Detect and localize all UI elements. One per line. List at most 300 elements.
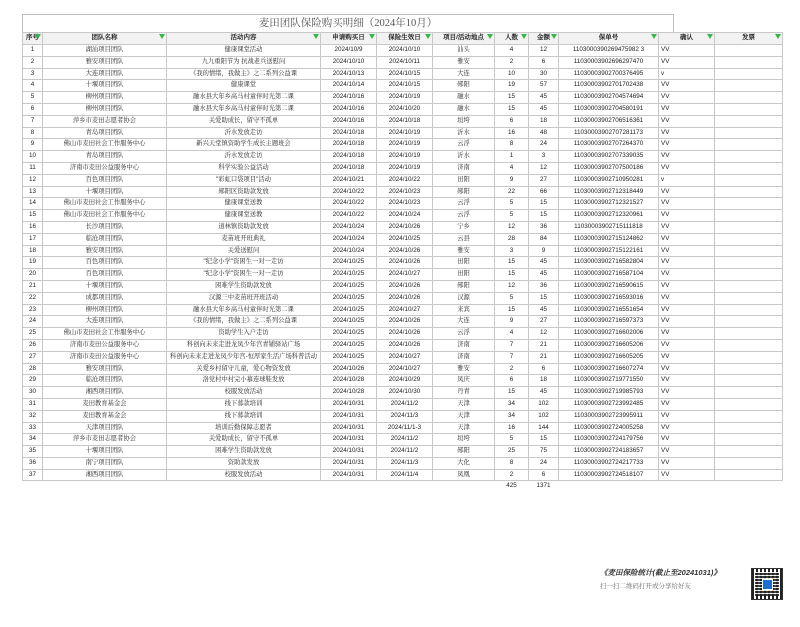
- table-cell[interactable]: 丹青: [433, 387, 495, 399]
- table-cell[interactable]: 科创向未来走进龙凤少年宫青铺驿站广场: [167, 339, 321, 351]
- table-cell[interactable]: 11030003902724217733: [559, 457, 659, 469]
- table-cell[interactable]: 9: [529, 245, 559, 257]
- table-cell[interactable]: 9: [23, 139, 43, 151]
- table-cell[interactable]: 10: [23, 151, 43, 163]
- table-cell[interactable]: 佛山市麦田社会工作服务中心: [43, 328, 167, 340]
- table-cell[interactable]: 1103000390269475982 3: [559, 45, 659, 57]
- table-cell[interactable]: 2024/10/26: [377, 339, 433, 351]
- table-cell[interactable]: 19: [495, 80, 529, 92]
- column-header-4[interactable]: [377, 33, 433, 45]
- filter-icon[interactable]: [313, 34, 319, 39]
- table-cell[interactable]: "纪念小学"资困生一对一走访: [167, 257, 321, 269]
- table-cell[interactable]: [715, 103, 783, 115]
- table-row[interactable]: [23, 186, 783, 198]
- table-cell[interactable]: 2024/10/22: [321, 210, 377, 222]
- table-cell[interactable]: 雅安: [433, 363, 495, 375]
- table-cell[interactable]: 32: [23, 410, 43, 422]
- table-cell[interactable]: 天津: [433, 410, 495, 422]
- table-cell[interactable]: 6: [529, 469, 559, 481]
- table-cell[interactable]: [715, 457, 783, 469]
- table-cell[interactable]: VV: [659, 351, 715, 363]
- table-cell[interactable]: 十堰项目团队: [43, 280, 167, 292]
- table-cell[interactable]: [715, 387, 783, 399]
- table-row[interactable]: [23, 339, 783, 351]
- table-cell[interactable]: 关爱乡村留守儿童，爱心物资发放: [167, 363, 321, 375]
- table-cell[interactable]: 33: [23, 422, 43, 434]
- table-cell[interactable]: 15: [529, 210, 559, 222]
- table-cell[interactable]: 百色项目团队: [43, 269, 167, 281]
- column-header-3[interactable]: [321, 33, 377, 45]
- table-cell[interactable]: 20: [23, 269, 43, 281]
- table-cell[interactable]: [715, 245, 783, 257]
- table-cell[interactable]: v: [659, 68, 715, 80]
- table-cell[interactable]: 融水: [433, 92, 495, 104]
- table-cell[interactable]: 十堰项目团队: [43, 186, 167, 198]
- table-row[interactable]: [23, 363, 783, 375]
- table-cell[interactable]: 11030003902715122161: [559, 245, 659, 257]
- table-cell[interactable]: 19: [23, 257, 43, 269]
- table-cell[interactable]: [715, 221, 783, 233]
- table-row[interactable]: [23, 174, 783, 186]
- table-cell[interactable]: 柳州项目团队: [43, 304, 167, 316]
- table-cell[interactable]: 2: [495, 363, 529, 375]
- table-cell[interactable]: [715, 304, 783, 316]
- table-cell[interactable]: 11030003902716605205: [559, 351, 659, 363]
- table-cell[interactable]: VV: [659, 56, 715, 68]
- table-cell[interactable]: "纪念小学"资困生一对一走访: [167, 269, 321, 281]
- table-cell[interactable]: 11030003902724005258: [559, 422, 659, 434]
- table-cell[interactable]: 济南: [433, 351, 495, 363]
- table-cell[interactable]: 困难学生资助款发放: [167, 280, 321, 292]
- table-cell[interactable]: VV: [659, 245, 715, 257]
- column-header-5[interactable]: [433, 33, 495, 45]
- table-cell[interactable]: 2024/10/16: [321, 92, 377, 104]
- table-cell[interactable]: [715, 422, 783, 434]
- table-cell[interactable]: 青岛项目团队: [43, 151, 167, 163]
- table-cell[interactable]: 12: [529, 45, 559, 57]
- table-cell[interactable]: 48: [529, 127, 559, 139]
- table-cell[interactable]: 2024/10/25: [321, 280, 377, 292]
- table-cell[interactable]: [715, 269, 783, 281]
- table-cell[interactable]: 11030003902716551654: [559, 304, 659, 316]
- table-cell[interactable]: 线下募款培训: [167, 398, 321, 410]
- filter-icon[interactable]: [707, 34, 713, 39]
- table-cell[interactable]: 7: [495, 339, 529, 351]
- table-cell[interactable]: 2024/10/14: [321, 80, 377, 92]
- table-cell[interactable]: VV: [659, 162, 715, 174]
- table-cell[interactable]: VV: [659, 434, 715, 446]
- table-cell[interactable]: 11030003902716597373: [559, 316, 659, 328]
- table-cell[interactable]: 《我的情绪，我做主》之二系列公益课: [167, 68, 321, 80]
- table-cell[interactable]: VV: [659, 139, 715, 151]
- table-cell[interactable]: 11030003902719985793: [559, 387, 659, 399]
- table-cell[interactable]: 34: [495, 398, 529, 410]
- table-cell[interactable]: VV: [659, 127, 715, 139]
- table-cell[interactable]: 30: [529, 68, 559, 80]
- table-cell[interactable]: 2024/10/25: [321, 257, 377, 269]
- table-cell[interactable]: 13: [23, 186, 43, 198]
- table-cell[interactable]: 垣垮: [433, 434, 495, 446]
- table-cell[interactable]: 2024/10/26: [377, 257, 433, 269]
- table-row[interactable]: [23, 221, 783, 233]
- table-cell[interactable]: 2024/11/3: [377, 410, 433, 422]
- table-cell[interactable]: VV: [659, 292, 715, 304]
- table-cell[interactable]: 11030003902716593016: [559, 292, 659, 304]
- table-cell[interactable]: [715, 115, 783, 127]
- table-cell[interactable]: 21: [23, 280, 43, 292]
- table-cell[interactable]: [715, 56, 783, 68]
- table-cell[interactable]: 2024/10/25: [321, 339, 377, 351]
- table-cell[interactable]: VV: [659, 457, 715, 469]
- table-row[interactable]: [23, 316, 783, 328]
- table-cell[interactable]: 2024/10/22: [321, 186, 377, 198]
- table-cell[interactable]: 15: [495, 103, 529, 115]
- table-cell[interactable]: 2024/10/31: [321, 422, 377, 434]
- table-cell[interactable]: 2024/11/1-3: [377, 422, 433, 434]
- table-cell[interactable]: 2024/11/4: [377, 469, 433, 481]
- table-row[interactable]: [23, 233, 783, 245]
- table-cell[interactable]: 29: [23, 375, 43, 387]
- table-cell[interactable]: VV: [659, 469, 715, 481]
- filter-icon[interactable]: [159, 34, 165, 39]
- table-cell[interactable]: 11030003902724183657: [559, 446, 659, 458]
- table-cell[interactable]: 2024/10/22: [321, 198, 377, 210]
- table-cell[interactable]: 2024/10/26: [377, 280, 433, 292]
- table-cell[interactable]: 2024/10/19: [377, 151, 433, 163]
- table-cell[interactable]: 15: [23, 210, 43, 222]
- table-row[interactable]: [23, 410, 783, 422]
- table-cell[interactable]: VV: [659, 233, 715, 245]
- table-cell[interactable]: [715, 186, 783, 198]
- table-cell[interactable]: [715, 363, 783, 375]
- table-cell[interactable]: VV: [659, 186, 715, 198]
- table-cell[interactable]: 佛山市麦田社会工作服务中心: [43, 198, 167, 210]
- table-cell[interactable]: 垣垮: [433, 115, 495, 127]
- table-cell[interactable]: 2024/10/24: [321, 221, 377, 233]
- table-cell[interactable]: 2024/10/27: [377, 269, 433, 281]
- table-cell[interactable]: [715, 351, 783, 363]
- filter-icon[interactable]: [35, 34, 41, 39]
- table-cell[interactable]: 45: [529, 387, 559, 399]
- table-cell[interactable]: 2024/10/31: [321, 410, 377, 422]
- table-cell[interactable]: 2024/11/3: [377, 457, 433, 469]
- table-cell[interactable]: 大连: [433, 316, 495, 328]
- table-cell[interactable]: 大化: [433, 457, 495, 469]
- table-cell[interactable]: VV: [659, 410, 715, 422]
- table-cell[interactable]: 麦田教育基金会: [43, 410, 167, 422]
- table-cell[interactable]: VV: [659, 316, 715, 328]
- table-cell[interactable]: 11030003902706516361: [559, 115, 659, 127]
- table-cell[interactable]: 大连项目团队: [43, 316, 167, 328]
- table-row[interactable]: [23, 127, 783, 139]
- table-cell[interactable]: [715, 339, 783, 351]
- filter-icon[interactable]: [425, 34, 431, 39]
- table-cell[interactable]: 24: [529, 139, 559, 151]
- table-cell[interactable]: 45: [529, 269, 559, 281]
- table-row[interactable]: [23, 387, 783, 399]
- table-cell[interactable]: 凤庆: [433, 375, 495, 387]
- table-cell[interactable]: VV: [659, 269, 715, 281]
- table-cell[interactable]: 24: [23, 316, 43, 328]
- table-cell[interactable]: VV: [659, 92, 715, 104]
- table-cell[interactable]: 汉源: [433, 292, 495, 304]
- table-row[interactable]: [23, 139, 783, 151]
- table-cell[interactable]: 12: [495, 280, 529, 292]
- table-cell[interactable]: 6: [529, 363, 559, 375]
- table-cell[interactable]: 2024/10/31: [321, 457, 377, 469]
- table-row[interactable]: [23, 80, 783, 92]
- table-cell[interactable]: 新兴天堂镇资助学生成长主题班会: [167, 139, 321, 151]
- table-cell[interactable]: 2024/11/2: [377, 446, 433, 458]
- table-cell[interactable]: 2024/10/25: [321, 304, 377, 316]
- table-cell[interactable]: 11030003902707264370: [559, 139, 659, 151]
- table-cell[interactable]: 郧阳区资助款发放: [167, 186, 321, 198]
- table-cell[interactable]: 2: [495, 469, 529, 481]
- table-cell[interactable]: 9: [495, 316, 529, 328]
- table-cell[interactable]: 2024/10/26: [377, 316, 433, 328]
- table-cell[interactable]: 11030003902712318449: [559, 186, 659, 198]
- table-cell[interactable]: 45: [529, 92, 559, 104]
- table-cell[interactable]: VV: [659, 363, 715, 375]
- table-cell[interactable]: 2024/10/28: [321, 387, 377, 399]
- table-cell[interactable]: 2: [495, 56, 529, 68]
- table-cell[interactable]: 天津项目团队: [43, 422, 167, 434]
- table-cell[interactable]: VV: [659, 221, 715, 233]
- table-cell[interactable]: 5: [495, 434, 529, 446]
- table-cell[interactable]: 2024/10/10: [377, 45, 433, 57]
- table-cell[interactable]: 2024/10/26: [377, 328, 433, 340]
- table-cell[interactable]: 2024/10/26: [377, 292, 433, 304]
- table-cell[interactable]: 24: [529, 457, 559, 469]
- table-cell[interactable]: 来宾: [433, 304, 495, 316]
- table-row[interactable]: [23, 280, 783, 292]
- table-cell[interactable]: 27: [529, 174, 559, 186]
- table-cell[interactable]: 2024/10/18: [321, 162, 377, 174]
- filter-icon[interactable]: [487, 34, 493, 39]
- table-cell[interactable]: 57: [529, 80, 559, 92]
- table-cell[interactable]: 15: [529, 292, 559, 304]
- column-header-10[interactable]: [715, 33, 783, 45]
- table-cell[interactable]: 12: [529, 162, 559, 174]
- table-cell[interactable]: 百色项目团队: [43, 174, 167, 186]
- table-cell[interactable]: 28: [495, 233, 529, 245]
- table-cell[interactable]: 融水县大年乡高马村童伴时光第二课: [167, 103, 321, 115]
- table-cell[interactable]: 35: [23, 446, 43, 458]
- table-row[interactable]: [23, 151, 783, 163]
- table-cell[interactable]: 2024/10/29: [377, 375, 433, 387]
- table-cell[interactable]: 11030003902707281173: [559, 127, 659, 139]
- table-cell[interactable]: 75: [529, 446, 559, 458]
- table-cell[interactable]: 9: [495, 174, 529, 186]
- table-cell[interactable]: 37: [23, 469, 43, 481]
- table-cell[interactable]: 郧阳: [433, 446, 495, 458]
- table-cell[interactable]: 雅安: [433, 56, 495, 68]
- table-cell[interactable]: 济南市麦田公益服务中心: [43, 351, 167, 363]
- table-cell[interactable]: 2024/10/15: [377, 80, 433, 92]
- table-cell[interactable]: 34: [23, 434, 43, 446]
- table-row[interactable]: [23, 92, 783, 104]
- table-cell[interactable]: 2024/10/23: [377, 198, 433, 210]
- table-cell[interactable]: 11030003902704580191: [559, 103, 659, 115]
- table-cell[interactable]: 30: [23, 387, 43, 399]
- table-cell[interactable]: 5: [23, 92, 43, 104]
- table-cell[interactable]: VV: [659, 446, 715, 458]
- table-cell[interactable]: 融水县大年乡高马村童伴时光第二课: [167, 92, 321, 104]
- table-cell[interactable]: [715, 316, 783, 328]
- table-cell[interactable]: [715, 292, 783, 304]
- table-cell[interactable]: 5: [495, 292, 529, 304]
- table-cell[interactable]: 2024/10/19: [377, 162, 433, 174]
- table-cell[interactable]: 36: [529, 280, 559, 292]
- table-cell[interactable]: 10: [495, 68, 529, 80]
- table-cell[interactable]: 郧阳: [433, 186, 495, 198]
- table-row[interactable]: [23, 434, 783, 446]
- table-cell[interactable]: 雅安: [433, 245, 495, 257]
- table-cell[interactable]: 2024/10/25: [321, 316, 377, 328]
- table-cell[interactable]: 佛山市麦田社会工作服务中心: [43, 210, 167, 222]
- table-cell[interactable]: 4: [495, 45, 529, 57]
- table-cell[interactable]: 3: [495, 245, 529, 257]
- table-cell[interactable]: 36: [23, 457, 43, 469]
- table-cell[interactable]: 2024/10/27: [377, 363, 433, 375]
- table-cell[interactable]: 2024/10/16: [321, 103, 377, 115]
- filter-icon[interactable]: [369, 34, 375, 39]
- table-cell[interactable]: 16: [495, 422, 529, 434]
- table-cell[interactable]: 青岛项目团队: [43, 127, 167, 139]
- table-cell[interactable]: 11030003902701702438: [559, 80, 659, 92]
- table-cell[interactable]: 沂水: [433, 127, 495, 139]
- table-cell[interactable]: 144: [529, 422, 559, 434]
- table-cell[interactable]: 2024/10/18: [321, 151, 377, 163]
- table-cell[interactable]: 凤凰: [433, 469, 495, 481]
- table-cell[interactable]: [715, 162, 783, 174]
- table-cell[interactable]: VV: [659, 339, 715, 351]
- table-cell[interactable]: 22: [495, 186, 529, 198]
- table-cell[interactable]: 麦苗班开班典礼: [167, 233, 321, 245]
- table-cell[interactable]: 南宁项目团队: [43, 457, 167, 469]
- table-cell[interactable]: 11030003902707339035: [559, 151, 659, 163]
- table-cell[interactable]: 湖汕项目团队: [43, 45, 167, 57]
- table-cell[interactable]: 15: [495, 269, 529, 281]
- table-cell[interactable]: 田阳: [433, 257, 495, 269]
- table-cell[interactable]: 11030003902700376495: [559, 68, 659, 80]
- table-cell[interactable]: 2024/10/25: [321, 351, 377, 363]
- column-header-7[interactable]: [529, 33, 559, 45]
- table-cell[interactable]: 2024/10/31: [321, 398, 377, 410]
- table-cell[interactable]: 2024/10/25: [321, 328, 377, 340]
- table-row[interactable]: [23, 292, 783, 304]
- table-row[interactable]: [23, 68, 783, 80]
- table-cell[interactable]: 45: [529, 304, 559, 316]
- table-cell[interactable]: 2024/10/19: [377, 92, 433, 104]
- table-cell[interactable]: [715, 410, 783, 422]
- table-cell[interactable]: 4: [23, 80, 43, 92]
- table-cell[interactable]: 田阳: [433, 269, 495, 281]
- table-cell[interactable]: 2024/10/24: [377, 210, 433, 222]
- table-cell[interactable]: 17: [23, 233, 43, 245]
- table-row[interactable]: [23, 457, 783, 469]
- table-cell[interactable]: 2024/10/27: [377, 351, 433, 363]
- table-cell[interactable]: 2024/10/22: [377, 174, 433, 186]
- table-cell[interactable]: 7: [23, 115, 43, 127]
- table-cell[interactable]: 雅安项目团队: [43, 245, 167, 257]
- table-cell[interactable]: 长沙项目团队: [43, 221, 167, 233]
- table-cell[interactable]: 2024/10/23: [377, 186, 433, 198]
- table-cell[interactable]: 2024/10/30: [377, 387, 433, 399]
- table-cell[interactable]: 21: [529, 351, 559, 363]
- table-cell[interactable]: 22: [23, 292, 43, 304]
- table-cell[interactable]: 健康课堂: [167, 80, 321, 92]
- table-cell[interactable]: 6: [495, 375, 529, 387]
- table-cell[interactable]: 困难学生资助款发放: [167, 446, 321, 458]
- table-cell[interactable]: 4: [495, 328, 529, 340]
- table-cell[interactable]: 融水: [433, 103, 495, 115]
- table-cell[interactable]: 15: [495, 387, 529, 399]
- table-cell[interactable]: 济南市麦田公益服务中心: [43, 339, 167, 351]
- table-cell[interactable]: 健康课堂送教: [167, 198, 321, 210]
- table-cell[interactable]: VV: [659, 422, 715, 434]
- table-cell[interactable]: [715, 328, 783, 340]
- table-cell[interactable]: 3: [529, 151, 559, 163]
- table-cell[interactable]: VV: [659, 198, 715, 210]
- table-cell[interactable]: 28: [23, 363, 43, 375]
- table-cell[interactable]: 大连项目团队: [43, 68, 167, 80]
- table-cell[interactable]: 2024/10/25: [321, 269, 377, 281]
- table-cell[interactable]: 湘西项目团队: [43, 387, 167, 399]
- table-cell[interactable]: 2024/10/11: [377, 56, 433, 68]
- table-cell[interactable]: 2024/10/25: [377, 233, 433, 245]
- table-cell[interactable]: 关爱助成长，留守不孤单: [167, 115, 321, 127]
- table-cell[interactable]: 健康课堂送教: [167, 210, 321, 222]
- table-cell[interactable]: 2024/10/24: [321, 233, 377, 245]
- table-cell[interactable]: VV: [659, 210, 715, 222]
- table-cell[interactable]: 佛山市麦田社会工作服务中心: [43, 139, 167, 151]
- table-cell[interactable]: [715, 469, 783, 481]
- filter-icon[interactable]: [651, 34, 657, 39]
- table-cell[interactable]: 2024/10/19: [377, 139, 433, 151]
- table-cell[interactable]: 柳州项目团队: [43, 92, 167, 104]
- table-cell[interactable]: 11: [23, 162, 43, 174]
- table-cell[interactable]: 线下募款培训: [167, 410, 321, 422]
- table-cell[interactable]: 11030003902716602006: [559, 328, 659, 340]
- table-cell[interactable]: 济南: [433, 162, 495, 174]
- table-cell[interactable]: 2024/10/18: [321, 139, 377, 151]
- table-cell[interactable]: 宁乡: [433, 221, 495, 233]
- table-cell[interactable]: 2024/10/9: [321, 45, 377, 57]
- table-cell[interactable]: 雅安项目团队: [43, 56, 167, 68]
- table-cell[interactable]: 11030003902715124862: [559, 233, 659, 245]
- table-cell[interactable]: 2024/10/18: [377, 115, 433, 127]
- table-cell[interactable]: 4: [495, 162, 529, 174]
- table-cell[interactable]: 麦田教育基金会: [43, 398, 167, 410]
- table-cell[interactable]: 郧阳: [433, 280, 495, 292]
- table-row[interactable]: [23, 469, 783, 481]
- table-cell[interactable]: 十堰项目团队: [43, 446, 167, 458]
- table-cell[interactable]: 云县: [433, 233, 495, 245]
- column-header-8[interactable]: [559, 33, 659, 45]
- table-cell[interactable]: 25: [495, 446, 529, 458]
- column-header-1[interactable]: [43, 33, 167, 45]
- table-cell[interactable]: 3: [23, 68, 43, 80]
- table-cell[interactable]: [715, 198, 783, 210]
- table-cell[interactable]: 临沧项目团队: [43, 375, 167, 387]
- table-cell[interactable]: 11030003902716582804: [559, 257, 659, 269]
- table-cell[interactable]: 九九重阳节为 抗战老兵送慰问: [167, 56, 321, 68]
- table-cell[interactable]: VV: [659, 328, 715, 340]
- table-cell[interactable]: 2024/10/21: [321, 174, 377, 186]
- table-cell[interactable]: 7: [495, 351, 529, 363]
- column-header-9[interactable]: [659, 33, 715, 45]
